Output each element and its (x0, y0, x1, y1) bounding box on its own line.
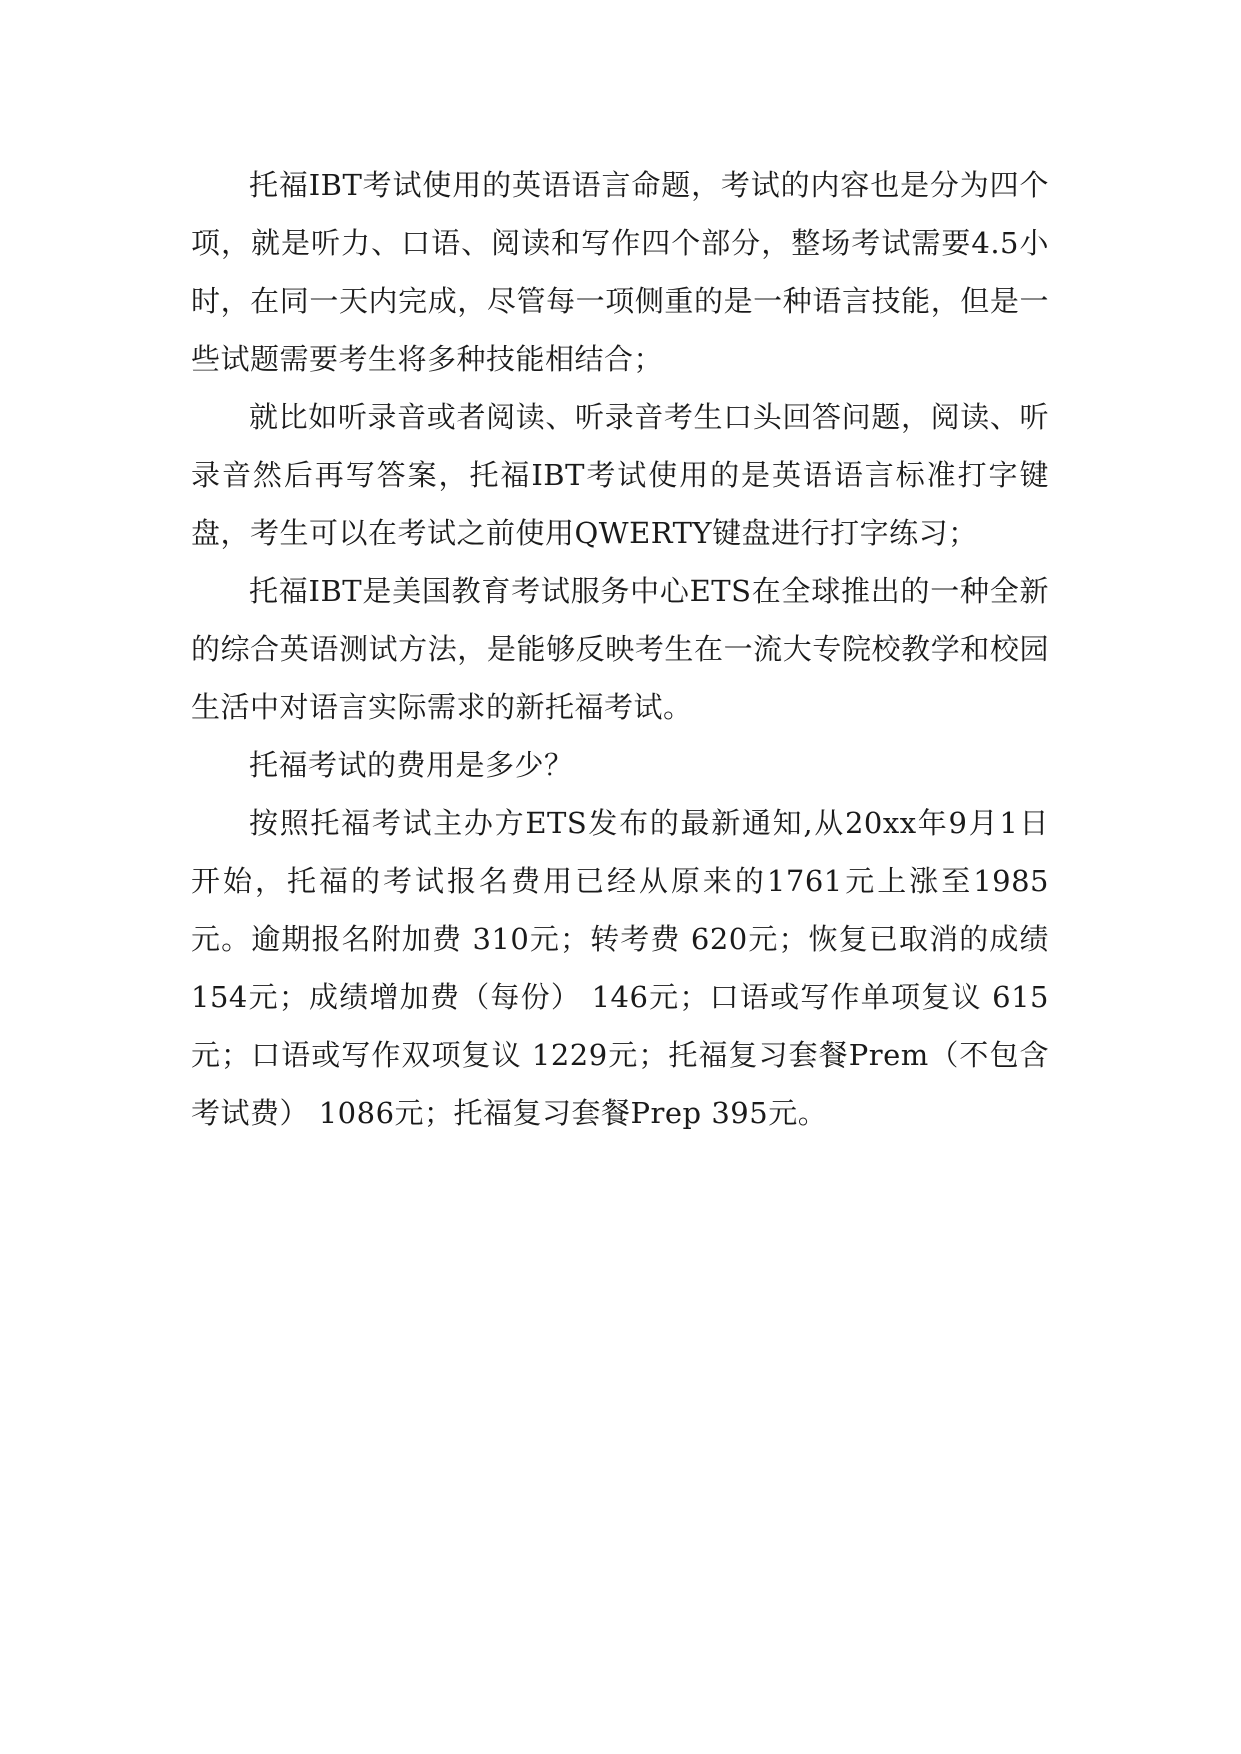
document-body (191, 156, 1049, 1142)
paragraph-toefl-ibt-intro: 托福IBT是美国教育考试服务中心ETS在全球推出的一种全新的综合英语测试方法，是能够反映考生在一流大专院校教学和校园生活中对语言实际需求的新托福考试。 (191, 574, 1049, 724)
paragraph-fee-question: 托福考试的费用是多少？ (249, 748, 574, 782)
paragraph-fee-details: 按照托福考试主办方ETS发布的最新通知,从20xx年9月1日开始，托福的考试报名费用已经从原来的1761元上涨至1985元。逾期报名附加费 310元；转考费 620元；恢复已取消的成绩 154元；成绩增加费（每份） 146元；口语或写作单项复议 615元；口语或写作双项复议 1229元；托福复习套餐Prem（不包含考试费） 1086元；托福复习套餐Prep 395元。 (191, 806, 1049, 1130)
paragraph-toefl-ibt-format: 托福IBT考试使用的英语语言命题，考试的内容也是分为四个项，就是听力、口语、阅读和写作四个部分，整场考试需要4.5小时，在同一天内完成，尽管每一项侧重的是一种语言技能，但是一些试题需要考生将多种技能相结合； (191, 168, 1049, 376)
paragraph-toefl-ibt-tasks: 就比如听录音或者阅读、听录音考生口头回答问题，阅读、听录音然后再写答案，托福IBT考试使用的是英语语言标准打字键盘，考生可以在考试之前使用QWERTY键盘进行打字练习； (191, 400, 1049, 550)
